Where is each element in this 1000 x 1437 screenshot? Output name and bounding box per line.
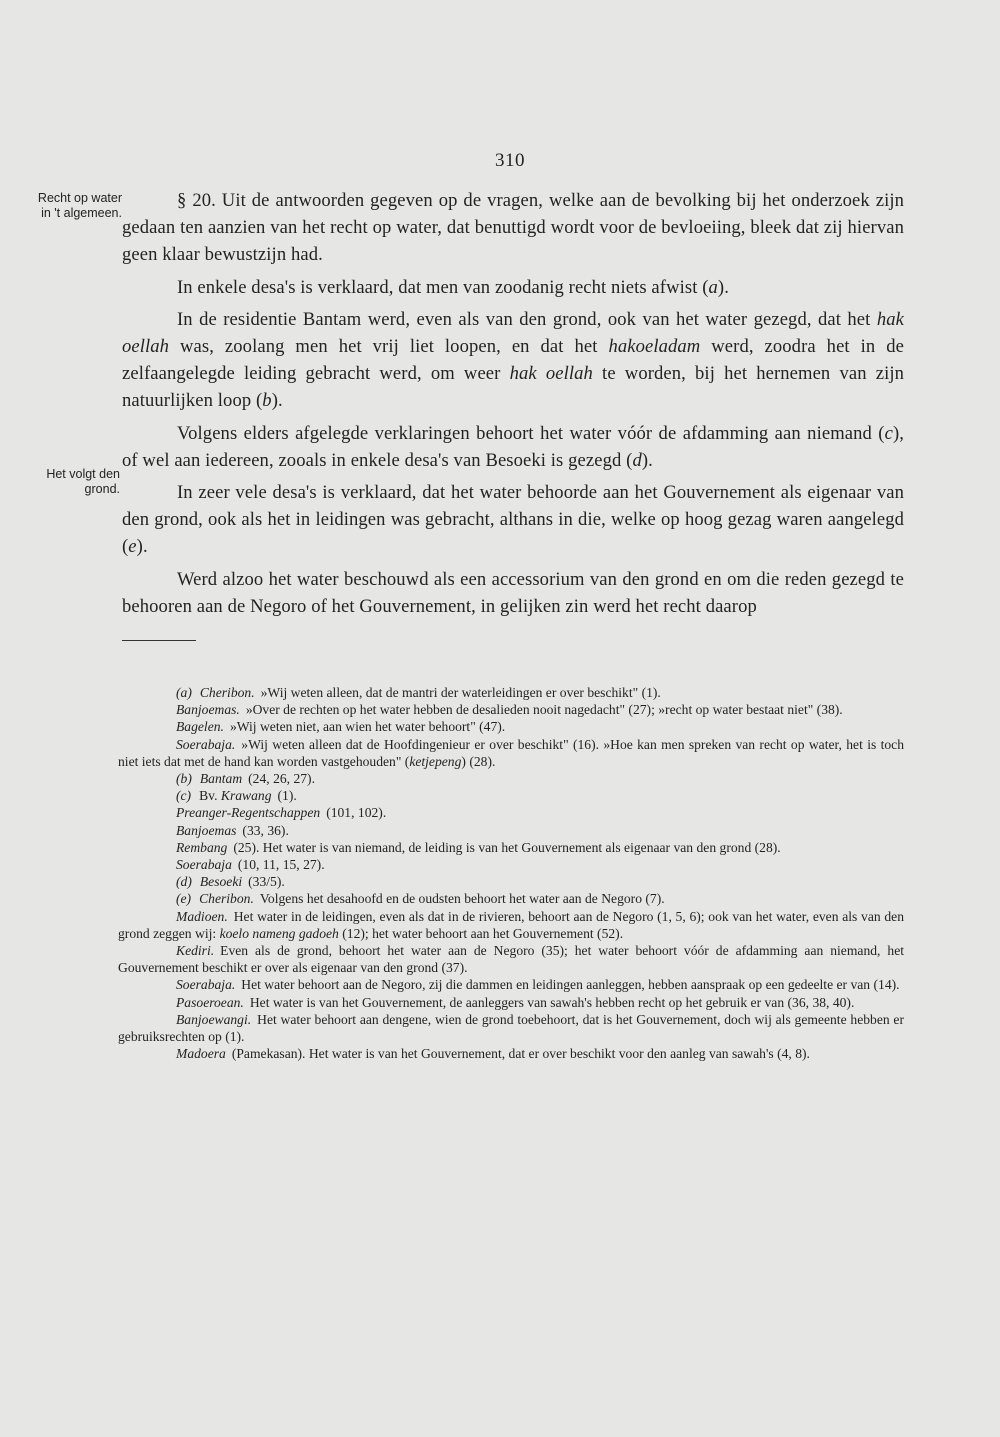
footnote-line: Madoera (Pamekasan). Het water is van het Gouvernement, dat er over beschikt voor den aanleg van sawah's (4, 8). bbox=[176, 1046, 810, 1062]
footnote-d: (d) Besoeki (33/5). bbox=[176, 874, 285, 890]
footnote-line: Banjoemas (33, 36). bbox=[176, 822, 289, 838]
footnote-line: Bagelen. »Wij weten niet, aan wien het water behoort" (47). bbox=[176, 719, 506, 735]
footnote-line: Pasoeroean. Het water is van het Gouvernement, de aanleggers van sawah's hebben recht op het gebruik er van (36, 38, 40). bbox=[176, 994, 855, 1010]
footnote-line: Soerabaja. »Wij weten alleen dat de Hoofdingenieur er over beschikt" (16). »Hoe kan men spreken van recht op water, het is toch niet iets dat met de hand kan worden vastgehouden" (ketjepeng) (28). bbox=[118, 736, 904, 769]
footnote-line: Soerabaja. Het water behoort aan de Negoro, zij die dammen en leidingen aanleggen, hebben aanspraak op een gedeelte er van (14). bbox=[176, 977, 900, 993]
margin-note-recht-op-water bbox=[10, 191, 122, 221]
footnote-divider bbox=[122, 640, 196, 641]
footnotes bbox=[118, 684, 904, 1062]
paragraph-zeer-vele-desas: In zeer vele desa's is verklaard, dat het water behoorde aan het Gouvernement als eigenaar van den grond, ook als het in leidingen was gebracht, althans in die, welke op hoog gezag waren aangelegd (e). bbox=[122, 482, 904, 558]
footnote-ref-b[interactable]: b bbox=[262, 390, 272, 412]
footnote-ref-c[interactable]: c bbox=[884, 422, 893, 444]
page-number: 310 bbox=[495, 150, 525, 171]
main-text bbox=[122, 187, 904, 620]
paragraph-elders: Volgens elders afgelegde verklaringen behoort het water vóór de afdamming aan niemand (c), of wel aan iedereen, zooals in enkele desa's van Besoeki is gezegd (d). bbox=[122, 422, 904, 471]
footnote-ref-a[interactable]: a bbox=[708, 276, 718, 298]
paragraph-section-20: § 20. Uit de antwoorden gegeven op de vragen, welke aan de bevolking bij het onderzoek zijn gedaan ten aanzien van het recht op water, dat benuttigd wordt voor de bevloeiing, bleek dat zij hiervan geen klaar bewustzijn had. bbox=[122, 190, 904, 266]
footnote-line: Rembang (25). Het water is van niemand, de leiding is van het Gouvernement als eigenaar van den grond (28). bbox=[176, 839, 781, 855]
footnote-ref-e[interactable]: e bbox=[128, 536, 137, 558]
footnote-b: (b) Bantam (24, 26, 27). bbox=[176, 771, 315, 787]
footnote-line: Banjoewangi. Het water behoort aan dengene, wien de grond toebehoort, dat is het Gouvernement, doch wij als gemeente hebben er gebruiksrechten op (1). bbox=[118, 1011, 904, 1045]
footnote-e: (e) Cheribon. Volgens het desahoofd en de oudsten behoort het water aan de Negoro (7). bbox=[176, 891, 665, 907]
footnote-a: (a) Cheribon. »Wij weten alleen, dat de mantri der waterleidingen er over beschikt" (1). bbox=[176, 685, 661, 700]
footnote-line: Preanger-Regentschappen (101, 102). bbox=[176, 805, 387, 821]
footnote-line: Soerabaja (10, 11, 15, 27). bbox=[176, 857, 325, 873]
paragraph-accessorium: Werd alzoo het water beschouwd als een accessorium van den grond en om die reden gezegd te behooren aan de Negoro of het Gouvernement, in gelijken zin werd het recht daarop bbox=[122, 568, 904, 617]
margin-note-line: grond. bbox=[84, 482, 120, 496]
footnote-ref-d[interactable]: d bbox=[632, 449, 642, 471]
margin-note-line: in 't algemeen. bbox=[41, 206, 122, 220]
term-hak-oellah: hak oellah bbox=[509, 363, 593, 385]
paragraph-enkele-desas: In enkele desa's is verklaard, dat men van zoodanig recht niets afwist (a). bbox=[177, 276, 729, 298]
term-hak-oellah: hak oellah bbox=[122, 308, 904, 358]
footnote-line: Madioen. Het water in de leidingen, even als dat in de rivieren, behoort aan de Negoro (1, 5, 6); ook van het water, even als van den grond zeggen wij: koelo nameng gadoeh (12); het water behoort aan het Gouvernement (52). bbox=[118, 908, 904, 941]
term-hakoeladam: hakoeladam bbox=[608, 336, 701, 358]
margin-note-line: Het volgt den bbox=[46, 467, 120, 481]
margin-note-het-volgt-den-grond bbox=[10, 467, 120, 497]
footnote-c: (c) Bv. Krawang (1). bbox=[176, 788, 297, 804]
footnote-line: Banjoemas. »Over de rechten op het water hebben de desalieden nooit nagedacht" (27); »recht op water bestaat niet" (38). bbox=[176, 702, 843, 718]
paragraph-bantam: In de residentie Bantam werd, even als van den grond, ook van het water gezegd, dat het hak oellah was, zoolang men het vrij liet loopen, en dat het hakoeladam werd, zoodra het in de zelfaangelegde leiding gebracht werd, om weer hak oellah te worden, bij het hernemen van zijn natuurlijken loop (b). bbox=[122, 308, 904, 412]
footnote-line: Kediri. Even als de grond, behoort het water aan de Negoro (35); het water behoort vóór de afdamming aan niemand, het Gouvernement beschikt er over als eigenaar van den grond (37). bbox=[118, 943, 904, 976]
margin-note-line: Recht op water bbox=[37, 191, 122, 205]
